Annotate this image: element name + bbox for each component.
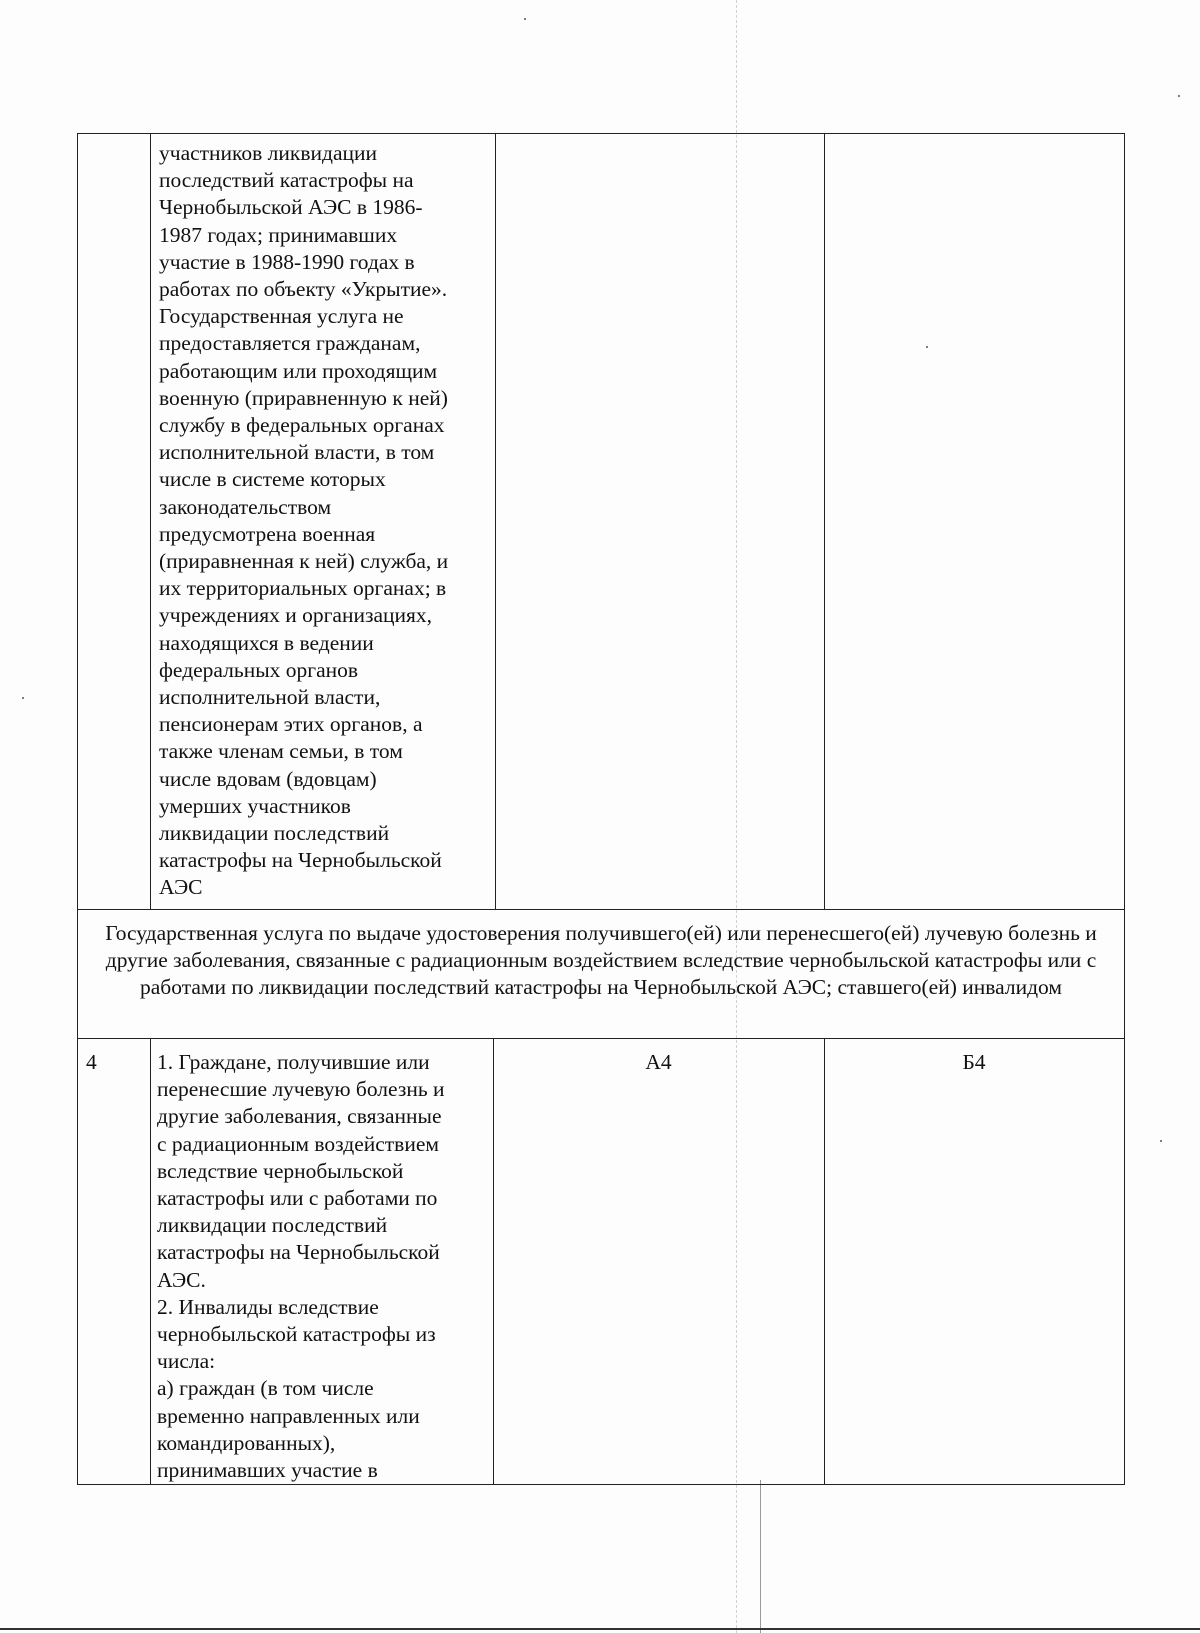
category-description-cell: 1. Граждане, получившие или перенесшие лучевую болезнь и другие заболевания, связанные с радиационным воздействием вследствие чернобыльской катастрофы или с работами по ликвидации последствий катастрофы на Чернобыльской АЭС. 2. Инвалиды вследствие чернобыльской катастрофы из числа: а) граждан (в том числе временно направленных или командированных), принимавших участие в <box>157 1050 445 1483</box>
row-number-cell: 4 <box>86 1050 97 1074</box>
scan-bottom-edge <box>0 1628 1200 1630</box>
category-description-cell: участников ликвидации последствий катастрофы на Чернобыльской АЭС в 1986- 1987 годах; принимавших участие в 1988-1990 годах в работах по объекту «Укрытие». Государственная услуга не предоставляется гражданам, работающим или проходящим военную (приравненную к ней) службу в федеральных органах исполнительной власти, в том числе в системе которых законодательством предусмотрена военная (приравненная к ней) служба, и их территориальных органах; в учреждениях и организациях, находящихся в ведении федеральных органов исполнительной власти, пенсионерам этих органов, а также членам семьи, в том числе вдовам (вдовцам) умерших участников ликвидации последствий катастрофы на Чернобыльской АЭС <box>159 141 449 900</box>
scan-speck <box>1178 95 1180 97</box>
table-row-4 <box>77 1038 1125 1485</box>
column-3-cell: А4 <box>645 1050 672 1074</box>
column-divider <box>495 134 496 909</box>
column-divider <box>150 1039 151 1484</box>
scan-speck <box>524 18 526 20</box>
section-header-text: Государственная услуга по выдаче удостоверения получившего(ей) или перенесшего(ей) лучевую болезнь и другие заболевания, связанные с радиационным воздействием вследствие чернобыльской катастрофы или с работами по ликвидации последствий катастрофы на Чернобыльской АЭС; ставшего(ей) инвалидом <box>105 921 1097 999</box>
scan-artifact-line <box>760 1480 761 1633</box>
column-divider <box>150 134 151 909</box>
column-divider <box>824 134 825 909</box>
scan-speck <box>22 697 24 699</box>
section-header-row <box>77 909 1125 1039</box>
column-divider <box>493 1039 494 1484</box>
table-row-continuation <box>77 133 1125 910</box>
column-4-cell: Б4 <box>962 1050 986 1074</box>
scan-speck <box>1160 1140 1162 1142</box>
column-divider <box>824 1039 825 1484</box>
